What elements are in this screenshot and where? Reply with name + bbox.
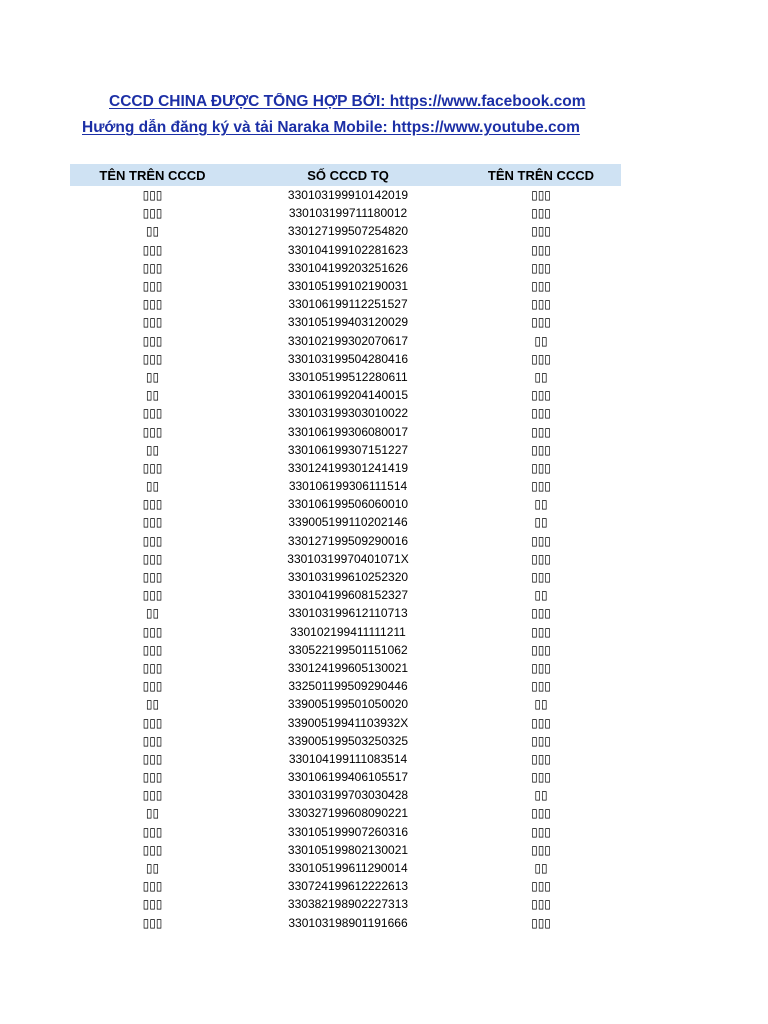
cell-name-right: ▯▯ bbox=[534, 515, 548, 530]
cell-name-right: ▯▯ bbox=[534, 588, 548, 603]
column-header-name-left: TÊN TRÊN CCCD bbox=[99, 167, 206, 183]
column-header-id-number: SỐ CCCD TQ bbox=[307, 167, 389, 183]
cell-name-left: ▯▯▯ bbox=[142, 842, 163, 857]
table-row bbox=[70, 659, 621, 677]
cell-name-left: ▯▯▯ bbox=[142, 242, 163, 257]
cell-name-left: ▯▯▯ bbox=[142, 915, 163, 930]
cell-name-right: ▯▯▯ bbox=[531, 479, 551, 494]
cell-id-number: 330105199512280611 bbox=[288, 369, 408, 384]
cell-name-left: ▯▯▯ bbox=[142, 879, 163, 894]
cell-id-number: 330106199406105517 bbox=[287, 770, 409, 785]
table-row bbox=[70, 259, 621, 277]
cell-name-left: ▯▯▯ bbox=[142, 642, 163, 657]
table-row bbox=[70, 513, 621, 531]
table-row bbox=[70, 368, 621, 386]
cell-id-number: 330103199711180012 bbox=[288, 206, 408, 221]
cell-id-number: 330382198902227313 bbox=[287, 897, 409, 912]
cell-name-left: ▯▯▯ bbox=[142, 715, 163, 730]
cell-id-number: 330103199504280416 bbox=[287, 351, 409, 366]
cell-id-number: 330106199112251527 bbox=[288, 297, 408, 312]
cell-name-left: ▯▯▯ bbox=[142, 679, 163, 694]
cell-id-number: 330106199506060010 bbox=[287, 497, 409, 512]
table-row bbox=[70, 186, 621, 204]
cell-name-left: ▯▯▯ bbox=[142, 770, 163, 785]
table-body bbox=[70, 186, 621, 932]
cell-id-number: 330106199204140015 bbox=[287, 388, 409, 403]
cell-name-right: ▯▯▯ bbox=[531, 224, 551, 239]
table-row bbox=[70, 804, 621, 822]
cell-name-right: ▯▯▯ bbox=[531, 806, 551, 821]
cell-id-number: 330104199608152327 bbox=[287, 588, 409, 603]
cell-name-right: ▯▯▯ bbox=[531, 824, 551, 839]
cell-name-left: ▯▯▯ bbox=[142, 570, 163, 585]
facebook-source-link[interactable]: CCCD CHINA ĐƯỢC TỔNG HỢP BỞI: https://www.facebook.com bbox=[109, 93, 586, 110]
table-row bbox=[70, 241, 621, 259]
cell-name-right: ▯▯▯ bbox=[531, 733, 551, 748]
cell-name-left: ▯▯ bbox=[145, 442, 160, 457]
cell-id-number: 330724199612222613 bbox=[287, 879, 409, 894]
cell-name-left: ▯▯▯ bbox=[142, 824, 163, 839]
table-row bbox=[70, 695, 621, 713]
cell-name-right: ▯▯▯ bbox=[531, 188, 551, 203]
table-row bbox=[70, 313, 621, 331]
cell-id-number: 330127199509290016 bbox=[287, 533, 409, 548]
table-row bbox=[70, 459, 621, 477]
table-row bbox=[70, 713, 621, 731]
table-row bbox=[70, 495, 621, 513]
cell-name-right: ▯▯ bbox=[534, 369, 548, 384]
cell-name-left: ▯▯▯ bbox=[142, 733, 163, 748]
table-row bbox=[70, 623, 621, 641]
table-row bbox=[70, 532, 621, 550]
table-row bbox=[70, 895, 621, 913]
cell-name-right: ▯▯▯ bbox=[531, 406, 551, 421]
cell-id-number: 330103199303010022 bbox=[287, 406, 409, 421]
cell-name-left: ▯▯▯ bbox=[142, 460, 163, 475]
cell-name-left: ▯▯ bbox=[145, 479, 160, 494]
cell-id-number: 330106199306080017 bbox=[287, 424, 409, 439]
cell-name-right: ▯▯▯ bbox=[531, 751, 551, 766]
table-row bbox=[70, 550, 621, 568]
table-row bbox=[70, 277, 621, 295]
cell-id-number: 330102199411111211 bbox=[290, 624, 406, 639]
cell-id-number: 33900519941103932X bbox=[287, 715, 409, 730]
cell-name-right: ▯▯▯ bbox=[531, 242, 551, 257]
cell-id-number: 330106199307151227 bbox=[287, 442, 409, 457]
table-header bbox=[70, 164, 621, 186]
table-row bbox=[70, 204, 621, 222]
table-row bbox=[70, 404, 621, 422]
cell-name-right: ▯▯▯ bbox=[531, 260, 551, 275]
cell-id-number: 330124199301241419 bbox=[287, 460, 409, 475]
cell-id-number: 330127199507254820 bbox=[287, 224, 409, 239]
cell-name-right: ▯▯▯ bbox=[531, 897, 551, 912]
cell-name-right: ▯▯▯ bbox=[531, 642, 551, 657]
table-row bbox=[70, 823, 621, 841]
cell-id-number: 330105199907260316 bbox=[287, 824, 409, 839]
cell-id-number: 330124199605130021 bbox=[287, 660, 409, 675]
cell-name-left: ▯▯ bbox=[145, 697, 160, 712]
table-row bbox=[70, 859, 621, 877]
cell-name-right: ▯▯ bbox=[534, 333, 548, 348]
cell-name-right: ▯▯ bbox=[534, 697, 548, 712]
table-row bbox=[70, 768, 621, 786]
cell-name-right: ▯▯▯ bbox=[531, 660, 551, 675]
cell-name-right: ▯▯▯ bbox=[531, 460, 551, 475]
cell-name-left: ▯▯▯ bbox=[142, 788, 163, 803]
cell-name-right: ▯▯▯ bbox=[531, 206, 551, 221]
cell-name-right: ▯▯ bbox=[534, 861, 548, 876]
cell-name-left: ▯▯▯ bbox=[142, 333, 163, 348]
cell-id-number: 330104199203251626 bbox=[287, 260, 409, 275]
table-row bbox=[70, 586, 621, 604]
cell-name-left: ▯▯▯ bbox=[142, 533, 163, 548]
cell-name-left: ▯▯▯ bbox=[142, 279, 163, 294]
cell-id-number: 330104199111083514 bbox=[288, 751, 408, 766]
cell-name-left: ▯▯▯ bbox=[142, 515, 163, 530]
cell-id-number: 330103199612110713 bbox=[288, 606, 408, 621]
table-row bbox=[70, 568, 621, 586]
cell-id-number: 330105199802130021 bbox=[287, 842, 409, 857]
table-row bbox=[70, 786, 621, 804]
cell-name-right: ▯▯▯ bbox=[531, 315, 551, 330]
cell-id-number: 330327199608090221 bbox=[287, 806, 409, 821]
cell-name-right: ▯▯▯ bbox=[531, 351, 551, 366]
cell-name-left: ▯▯▯ bbox=[142, 751, 163, 766]
cell-id-number: 330103199910142019 bbox=[287, 188, 409, 203]
cell-name-left: ▯▯▯ bbox=[142, 351, 163, 366]
table-row bbox=[70, 422, 621, 440]
cell-name-left: ▯▯▯ bbox=[142, 315, 163, 330]
cell-id-number: 330103199610252320 bbox=[287, 570, 409, 585]
cell-name-left: ▯▯▯ bbox=[142, 497, 163, 512]
table-row bbox=[70, 477, 621, 495]
cell-name-left: ▯▯▯ bbox=[142, 297, 163, 312]
table-row bbox=[70, 677, 621, 695]
cell-name-left: ▯▯▯ bbox=[142, 260, 163, 275]
cell-id-number: 332501199509290446 bbox=[288, 679, 408, 694]
cccd-table bbox=[70, 164, 621, 932]
cell-name-left: ▯▯ bbox=[145, 606, 160, 621]
cell-name-right: ▯▯▯ bbox=[531, 551, 551, 566]
cell-name-right: ▯▯▯ bbox=[531, 279, 551, 294]
cell-name-right: ▯▯▯ bbox=[531, 297, 551, 312]
cell-name-left: ▯▯ bbox=[145, 861, 160, 876]
cell-id-number: 339005199503250325 bbox=[287, 733, 409, 748]
cell-id-number: 330522199501151062 bbox=[288, 642, 408, 657]
cell-name-right: ▯▯ bbox=[534, 788, 548, 803]
cell-name-right: ▯▯▯ bbox=[531, 879, 551, 894]
cell-id-number: 330105199102190031 bbox=[287, 279, 409, 294]
table-row bbox=[70, 441, 621, 459]
table-row bbox=[70, 914, 621, 932]
table-row bbox=[70, 750, 621, 768]
cell-id-number: 330103199703030428 bbox=[287, 788, 409, 803]
cell-name-right: ▯▯▯ bbox=[531, 442, 551, 457]
cell-name-right: ▯▯▯ bbox=[531, 533, 551, 548]
cell-name-left: ▯▯▯ bbox=[142, 424, 163, 439]
cell-name-left: ▯▯▯ bbox=[142, 551, 163, 566]
table-row bbox=[70, 877, 621, 895]
cell-name-right: ▯▯▯ bbox=[531, 715, 551, 730]
cell-name-left: ▯▯▯ bbox=[142, 406, 163, 421]
table-row bbox=[70, 641, 621, 659]
cell-id-number: 330104199102281623 bbox=[287, 242, 409, 257]
cell-name-left: ▯▯▯ bbox=[142, 206, 163, 221]
cell-name-right: ▯▯▯ bbox=[531, 915, 551, 930]
cell-name-right: ▯▯▯ bbox=[531, 679, 551, 694]
cell-id-number: 330106199306111514 bbox=[288, 479, 408, 494]
cell-name-left: ▯▯ bbox=[145, 806, 160, 821]
table-row bbox=[70, 386, 621, 404]
table-row bbox=[70, 350, 621, 368]
cell-name-right: ▯▯▯ bbox=[531, 606, 551, 621]
cell-name-left: ▯▯▯ bbox=[142, 897, 163, 912]
table-row bbox=[70, 604, 621, 622]
column-header-name-right: TÊN TRÊN CCCD bbox=[487, 167, 595, 183]
cell-name-right: ▯▯▯ bbox=[531, 624, 551, 639]
table-row bbox=[70, 295, 621, 313]
cell-id-number: 330105199611290014 bbox=[288, 861, 408, 876]
table-row bbox=[70, 332, 621, 350]
cell-id-number: 33010319970401071X bbox=[287, 551, 409, 566]
cell-id-number: 330102199302070617 bbox=[287, 333, 409, 348]
cell-id-number: 339005199501050020 bbox=[287, 697, 409, 712]
cell-name-left: ▯▯▯ bbox=[142, 188, 163, 203]
cell-name-right: ▯▯▯ bbox=[531, 570, 551, 585]
table-row bbox=[70, 222, 621, 240]
cell-id-number: 330105199403120029 bbox=[287, 315, 409, 330]
cell-id-number: 339005199110202146 bbox=[288, 515, 408, 530]
cell-name-left: ▯▯ bbox=[145, 224, 160, 239]
cell-name-left: ▯▯▯ bbox=[142, 624, 163, 639]
cell-name-right: ▯▯ bbox=[534, 497, 548, 512]
cell-name-left: ▯▯ bbox=[145, 369, 160, 384]
cell-id-number: 330103198901191666 bbox=[288, 915, 408, 930]
youtube-guide-link[interactable]: Hướng dẫn đăng ký và tải Naraka Mobile: https://www.youtube.com bbox=[82, 119, 580, 136]
cell-name-left: ▯▯ bbox=[145, 388, 160, 403]
cell-name-right: ▯▯▯ bbox=[531, 424, 551, 439]
cell-name-left: ▯▯▯ bbox=[142, 660, 163, 675]
cell-name-left: ▯▯▯ bbox=[142, 588, 163, 603]
table-row bbox=[70, 732, 621, 750]
cell-name-right: ▯▯▯ bbox=[531, 842, 551, 857]
table-row bbox=[70, 841, 621, 859]
cell-name-right: ▯▯▯ bbox=[531, 770, 551, 785]
cell-name-right: ▯▯▯ bbox=[531, 388, 551, 403]
